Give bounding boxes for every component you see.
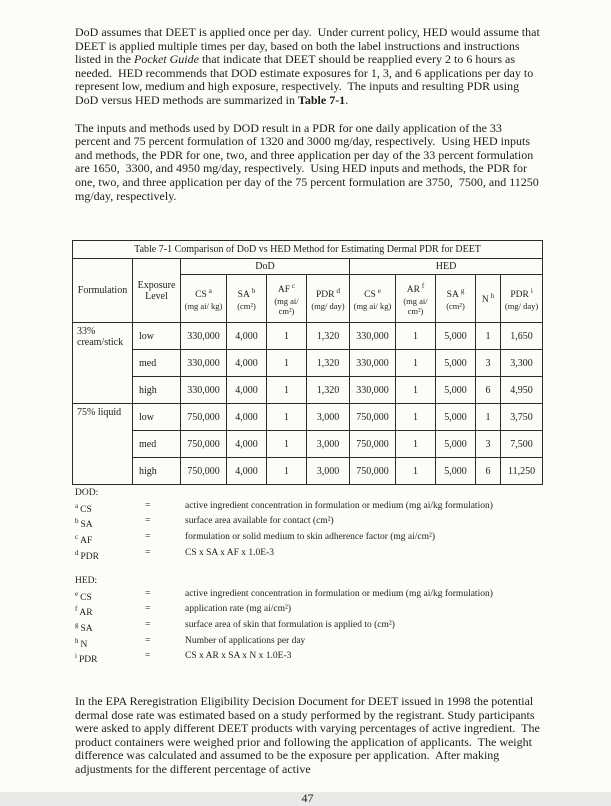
dod-footnotes [75, 488, 540, 563]
footnote-row [75, 548, 540, 564]
equals-sign: = [145, 500, 151, 511]
column-unit: (cm²) [446, 300, 465, 311]
footnote-marker: f [421, 281, 425, 290]
column-unit: (mg/ day) [311, 300, 345, 311]
table-cell: 330,000 [181, 323, 227, 350]
column-header-sa-b [227, 275, 267, 323]
footnote-definition: active ingredient concentration in formulation or medium (mg ai/kg formulation) [185, 588, 493, 599]
equals-sign: = [145, 547, 151, 558]
table-cell: 330,000 [181, 350, 227, 377]
equals-sign: = [145, 651, 151, 662]
column-header-exposure-level: Exposure Level [133, 259, 181, 323]
table-title: Table 7-1 Comparison of DoD vs HED Method for Estimating Dermal PDR for DEET [73, 241, 543, 259]
table-cell: 1 [396, 350, 436, 377]
table-7-1 [72, 240, 543, 485]
table-cell: 6 [476, 377, 501, 404]
equals-sign: = [145, 516, 151, 527]
footnote-term [75, 589, 145, 605]
footnote-row [75, 516, 540, 532]
footnote-marker: a [208, 286, 212, 295]
footnote-superscript: h [75, 636, 79, 645]
formulation-cell: 75% liquid [73, 404, 133, 485]
footnote-definition: surface area available for contact (cm²) [185, 516, 334, 527]
table-cell: 4,000 [227, 350, 267, 377]
table-cell: 5,000 [436, 350, 476, 377]
footnote-superscript: g [75, 621, 79, 630]
exposure-level-cell: high [133, 377, 181, 404]
table-cell: 750,000 [350, 404, 396, 431]
table-row [73, 431, 543, 458]
column-unit: (cm²) [237, 300, 256, 311]
table-cell: 1 [267, 458, 307, 485]
table-cell: 1 [476, 323, 501, 350]
equals-sign: = [145, 588, 151, 599]
table-cell: 3,300 [501, 350, 543, 377]
table-cell: 1 [476, 404, 501, 431]
table-cell: 1 [267, 377, 307, 404]
table-cell: 4,000 [227, 431, 267, 458]
footnote-superscript: a [75, 501, 79, 510]
table-group-header-row [73, 259, 543, 275]
footnote-row [75, 589, 540, 605]
column-label: N [481, 294, 489, 305]
footnote-marker: e [377, 286, 381, 295]
table-cell: 1,320 [307, 323, 350, 350]
footnote-term [75, 532, 145, 548]
table-7-1-reference: Table 7-1 [297, 92, 346, 107]
footnote-definition: application rate (mg ai/cm²) [185, 604, 291, 615]
column-unit: (mg ai/ kg) [184, 300, 223, 311]
equals-sign: = [145, 635, 151, 646]
hed-footnotes-heading: HED: [75, 576, 98, 587]
paragraph-text: DoD assumes that DEET is applied once per day. Under current policy, HED would assume that DEET is applied multiple times per day, based on both the label instructions and instructions listed in the [75, 25, 543, 67]
table-cell: 330,000 [350, 377, 396, 404]
table-row [73, 404, 543, 431]
pocket-guide-reference: Pocket Guide [134, 52, 199, 67]
column-label: PDR [316, 289, 335, 300]
column-header-ar-f [396, 275, 436, 323]
footnote-superscript: f [75, 605, 78, 614]
footnote-marker: g [460, 286, 465, 295]
column-label: CS [195, 289, 207, 300]
table-row [73, 377, 543, 404]
table-cell: 3 [476, 431, 501, 458]
table-cell: 1 [396, 377, 436, 404]
table-cell: 4,000 [227, 404, 267, 431]
paragraph-pdr-results: The inputs and methods used by DOD result in a PDR for one daily application of the 33 percent and 75 percent formulation of 1320 and 3000 mg/day, respectively. Using HED inputs and methods, the PDR for one, two, and three application per day of the 33 percent formulation are 1650, 3300, and 4950 mg/day, respectively. Using HED inputs and methods, the PDR for one, two, and three application per day of the 75 percent formulation are 3750, 7500, and 11250 mg/day, respectively. [75, 120, 542, 203]
table-cell: 11,250 [501, 458, 543, 485]
table-cell: 5,000 [436, 377, 476, 404]
footnote-row [75, 636, 540, 652]
footnote-term [75, 636, 145, 652]
footnote-abbreviation: AR [79, 608, 93, 619]
table-cell: 330,000 [350, 323, 396, 350]
column-unit: (mg/ day) [504, 300, 539, 311]
table-cell: 4,950 [501, 377, 543, 404]
table-cell: 5,000 [436, 431, 476, 458]
footnote-definition: CS x AR x SA x N x 1.0E-3 [185, 651, 292, 662]
column-unit: (mg ai/ kg) [353, 300, 392, 311]
table-cell: 750,000 [350, 458, 396, 485]
footnote-superscript: i [75, 652, 77, 661]
footnote-marker: c [292, 281, 296, 290]
footnote-abbreviation: CS [80, 504, 92, 515]
footnote-abbreviation: PDR [78, 655, 98, 666]
column-unit: (mg ai/ cm²) [403, 295, 428, 316]
table-cell: 1,320 [307, 377, 350, 404]
exposure-level-cell: med [133, 350, 181, 377]
footnote-abbreviation: N [80, 639, 88, 650]
footnote-term [75, 620, 145, 636]
column-header-cs-a [181, 275, 227, 323]
paragraph-epa-red-study: In the EPA Reregistration Eligibility Decision Document for DEET issued in 1998 the potential dermal dose rate was estimated based on a study performed by the registrant. Study participants were asked to apply different DEET products with varying percentages of active ingredient. The product containers were weighed prior and following the application of applicants. The weight difference was calculated and assumed to be the exposure per application. After making adjustments for the different percentage of active [75, 694, 543, 776]
column-group-hed: HED [350, 259, 543, 275]
column-header-n-h [476, 275, 501, 323]
dod-footnotes-heading: DOD: [75, 488, 99, 499]
footnote-abbreviation: SA [80, 624, 93, 635]
equals-sign: = [145, 620, 151, 631]
table-cell: 1 [396, 431, 436, 458]
table-cell: 6 [476, 458, 501, 485]
footnote-term [75, 501, 145, 517]
exposure-level-cell: med [133, 431, 181, 458]
column-header-formulation: Formulation [73, 259, 133, 323]
footnote-row [75, 651, 540, 667]
table-cell: 1 [396, 458, 436, 485]
column-label: AR [406, 284, 420, 295]
footnote-row [75, 501, 540, 517]
footnote-abbreviation: CS [80, 592, 92, 603]
formulation-cell: 33% cream/stick [73, 323, 133, 404]
table-cell: 3,000 [307, 431, 350, 458]
footnote-definition: active ingredient concentration in formulation or medium (mg ai/kg formulation) [185, 500, 493, 511]
footnote-definition: Number of applications per day [185, 635, 306, 646]
paragraph-text: . [345, 92, 349, 107]
footnote-row [75, 532, 540, 548]
exposure-level-cell: low [133, 323, 181, 350]
column-unit: (mg ai/ cm²) [274, 295, 299, 316]
table-cell: 4,000 [227, 323, 267, 350]
footnote-term [75, 604, 145, 620]
table-row [73, 350, 543, 377]
footnote-abbreviation: PDR [80, 551, 99, 562]
table-cell: 5,000 [436, 404, 476, 431]
table-cell: 330,000 [181, 377, 227, 404]
table-cell: 330,000 [350, 350, 396, 377]
footnote-marker: h [490, 291, 495, 300]
paragraph-dod-assumption [75, 25, 543, 108]
hed-footnotes [75, 576, 540, 667]
table-cell: 1 [267, 431, 307, 458]
table-cell: 1 [396, 323, 436, 350]
footnote-superscript: d [75, 548, 79, 557]
table-cell: 1 [267, 350, 307, 377]
table-cell: 3 [476, 350, 501, 377]
table-cell: 3,750 [501, 404, 543, 431]
table-cell: 7,500 [501, 431, 543, 458]
equals-sign: = [145, 604, 151, 615]
column-label: PDR [510, 289, 529, 300]
footnote-term [75, 548, 145, 564]
table-row [73, 323, 543, 350]
equals-sign: = [145, 531, 151, 542]
table-cell: 5,000 [436, 323, 476, 350]
footnote-superscript: e [75, 589, 79, 598]
paragraph-text: that indicate that DEET should be reapplied every 2 to 6 hours as needed. HED recommends that DOD estimate exposures for 1, 3, and 6 applications per day to represent low, medium and high exposure, respectively. The inputs and resulting PDR using DoD versus HED methods are summarized in [75, 52, 537, 107]
footnote-definition: formulation or solid medium to skin adherence factor (mg ai/cm²) [185, 531, 436, 542]
column-header-sa-g [436, 275, 476, 323]
table-cell: 3,000 [307, 458, 350, 485]
exposure-level-cell: high [133, 458, 181, 485]
footnote-definition: CS x SA x AF x 1.0E-3 [185, 547, 274, 558]
footnote-term [75, 516, 145, 532]
column-label: CS [364, 289, 376, 300]
column-label: AF [277, 284, 291, 295]
column-group-dod: DoD [181, 259, 350, 275]
table-cell: 750,000 [350, 431, 396, 458]
page-number: 47 [301, 790, 314, 805]
footnote-abbreviation: AF [80, 536, 93, 547]
footnote-superscript: b [75, 517, 79, 526]
column-label: SA [237, 289, 250, 300]
footnote-definition: surface area of skin that formulation is applied to (cm²) [185, 620, 395, 631]
footnote-term [75, 651, 145, 667]
table-cell: 750,000 [181, 404, 227, 431]
column-label: SA [446, 289, 459, 300]
footnote-row [75, 620, 540, 636]
footnote-marker: d [336, 286, 340, 295]
column-header-af-c [267, 275, 307, 323]
column-header-pdr-d [307, 275, 350, 323]
table-cell: 4,000 [227, 458, 267, 485]
footnote-row [75, 604, 540, 620]
exposure-level-cell: low [133, 404, 181, 431]
table-cell: 1 [267, 323, 307, 350]
table-cell: 4,000 [227, 377, 267, 404]
table-row [73, 458, 543, 485]
column-header-pdr-i [501, 275, 543, 323]
table-cell: 1,650 [501, 323, 543, 350]
footnote-superscript: c [75, 532, 79, 541]
column-header-cs-e [350, 275, 396, 323]
table-cell: 1 [267, 404, 307, 431]
footnote-marker: b [251, 286, 256, 295]
table-cell: 750,000 [181, 458, 227, 485]
table-title-row [73, 241, 543, 259]
table-cell: 3,000 [307, 404, 350, 431]
footnote-abbreviation: SA [80, 520, 93, 531]
table-cell: 1,320 [307, 350, 350, 377]
table-cell: 750,000 [181, 431, 227, 458]
table-cell: 5,000 [436, 458, 476, 485]
footnote-marker: i [530, 286, 533, 295]
table-cell: 1 [396, 404, 436, 431]
